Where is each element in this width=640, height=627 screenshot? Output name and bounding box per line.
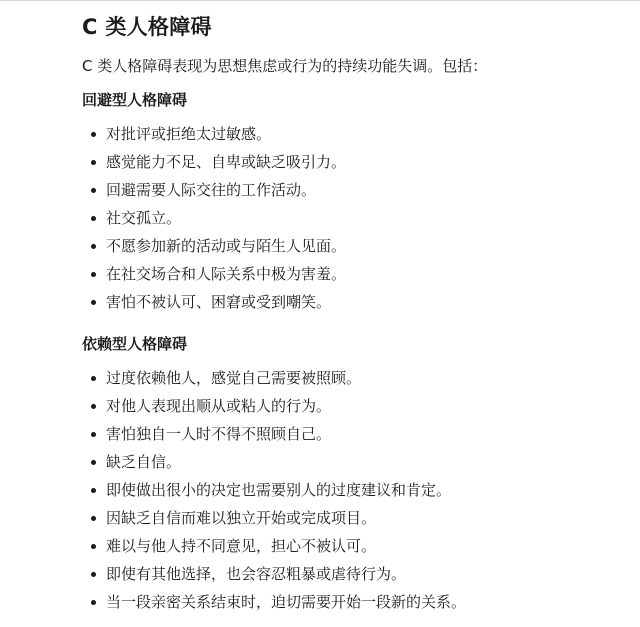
- list-item: [82, 176, 622, 204]
- bullet-dot-icon: [91, 216, 96, 221]
- bullet-dot-icon: [91, 460, 96, 465]
- list-item-text: 害怕独自一人时不得不照顾自己。: [106, 425, 332, 443]
- bullet-dot-icon: [91, 132, 96, 137]
- list-item-text: 社交孤立。: [106, 209, 182, 227]
- bullet-dot-icon: [91, 376, 96, 381]
- list-item: [82, 364, 622, 392]
- list-item: [82, 504, 622, 532]
- top-divider: [0, 0, 640, 1]
- bullet-dot-icon: [91, 188, 96, 193]
- list-item: [82, 204, 622, 232]
- list-item-text: 在社交场合和人际关系中极为害羞。: [106, 265, 347, 283]
- page-title: C 类人格障碍: [82, 15, 212, 39]
- bullet-dot-icon: [91, 160, 96, 165]
- list-item-text: 过度依赖他人，感觉自己需要被照顾。: [106, 369, 362, 387]
- bullet-dot-icon: [91, 516, 96, 521]
- bullet-dot-icon: [91, 244, 96, 249]
- list-item-text: 害怕不被认可、困窘或受到嘲笑。: [106, 293, 332, 311]
- list-item-text: 难以与他人持不同意见，担心不被认可。: [106, 537, 377, 555]
- list-item-text: 即使做出很小的决定也需要别人的过度建议和肯定。: [106, 481, 452, 499]
- list-item: [82, 232, 622, 260]
- avoidant-symptom-list: [82, 120, 622, 316]
- list-item: [82, 260, 622, 288]
- list-item-text: 缺乏自信。: [106, 453, 182, 471]
- bullet-dot-icon: [91, 544, 96, 549]
- list-item: [82, 120, 622, 148]
- section-heading-dependent: 依赖型人格障碍: [82, 335, 188, 353]
- bullet-dot-icon: [91, 404, 96, 409]
- list-item-text: 对批评或拒绝太过敏感。: [106, 125, 272, 143]
- list-item: [82, 148, 622, 176]
- list-item-text: 不愿参加新的活动或与陌生人见面。: [106, 237, 347, 255]
- article: [82, 12, 622, 616]
- list-item-text: 因缺乏自信而难以独立开始或完成项目。: [106, 509, 377, 527]
- list-item: [82, 476, 622, 504]
- list-item: [82, 392, 622, 420]
- list-item: [82, 560, 622, 588]
- bullet-dot-icon: [91, 572, 96, 577]
- list-item: [82, 448, 622, 476]
- list-item-text: 对他人表现出顺从或粘人的行为。: [106, 397, 332, 415]
- section-heading-avoidant: 回避型人格障碍: [82, 91, 188, 109]
- bullet-dot-icon: [91, 600, 96, 605]
- bullet-dot-icon: [91, 488, 96, 493]
- bullet-dot-icon: [91, 432, 96, 437]
- intro-paragraph: C 类人格障碍表现为思想焦虑或行为的持续功能失调。包括：: [82, 57, 488, 75]
- bullet-dot-icon: [91, 300, 96, 305]
- list-item-text: 回避需要人际交往的工作活动。: [106, 181, 317, 199]
- bullet-dot-icon: [91, 272, 96, 277]
- list-item: [82, 588, 622, 616]
- list-item: [82, 420, 622, 448]
- list-item-text: 即使有其他选择，也会容忍粗暴或虐待行为。: [106, 565, 407, 583]
- list-item: [82, 532, 622, 560]
- list-item-text: 当一段亲密关系结束时，迫切需要开始一段新的关系。: [106, 593, 467, 611]
- list-item: [82, 288, 622, 316]
- dependent-symptom-list: [82, 364, 622, 616]
- list-item-text: 感觉能力不足、自卑或缺乏吸引力。: [106, 153, 347, 171]
